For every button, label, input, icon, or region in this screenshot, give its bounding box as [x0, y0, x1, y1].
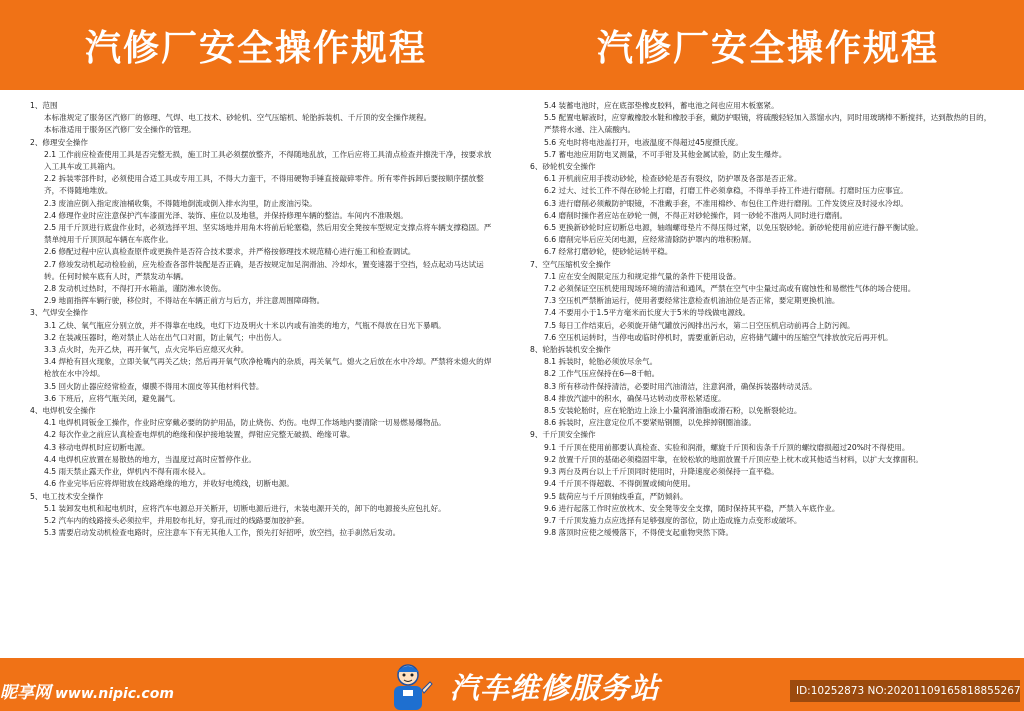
left-rule-item: 2.9 地面指挥车辆行驶，移位时，不得站在车辆正前方与后方，并注意周围障碍物。 — [44, 296, 325, 306]
right-rule-item: 9.4 千斤顶不得超载、不得倒置或倾向使用。 — [544, 479, 696, 489]
image-id-label: ID:10252873 NO:20201109165818855267 — [790, 680, 1020, 702]
left-section-heading: 2、修理安全操作 — [30, 137, 88, 147]
right-rule-item: 9.2 放置千斤顶的基础必须稳固牢靠，在较松软的地面放置千斤顶应垫上枕木或其他适当材料，以扩大支撑面积。 — [544, 454, 923, 464]
left-section-heading: 4、电焊机安全操作 — [30, 406, 96, 416]
right-rule-item: 6.5 更换新砂轮时应切断总电源，轴端螺母垫片不得压得过紧，以免压裂砂轮。新砂轮使用前应进行静平衡试验。 — [544, 223, 923, 233]
left-rule-item: 5.1 装卸发电机和起电机时，应将汽车电源总开关断开，切断电源后进行，未装电源开关的，卸下的电源接头应包扎好。 — [44, 503, 446, 513]
right-rule-item: 6.7 经常打磨砂轮，使砂轮运转平稳。 — [544, 247, 673, 257]
right-rule-item: 8.2 工作气压应保持在6—8千帕。 — [544, 369, 660, 379]
left-rule-item: 2.1 工作前应检查使用工具是否完整无损，施工时工具必须摆放整齐，不得随地乱放，工作后应将工具清点检查并擦洗干净，按要求放入工具车或工具箱内。 — [44, 149, 492, 172]
left-rule-item: 4.5 雨天禁止露天作业，焊机内不得有雨水侵入。 — [44, 467, 211, 477]
left-rule-item: 3.6 下班后，应将气瓶关闭，避免漏气。 — [44, 393, 180, 403]
right-rule-item: 5.4 装蓄电池时，应在底部垫橡皮胶料，蓄电池之间也应用木板塞紧。 — [544, 101, 779, 110]
left-rule-item: 2.8 发动机过热时，不得打开水箱盖，谨防沸水烫伤。 — [44, 284, 226, 294]
left-rule-item: 3.2 在装减压器时，绝对禁止人站在出气口对面，防止氧气；中出伤人。 — [44, 332, 287, 342]
left-section-heading: 5、电工技术安全操作 — [30, 491, 104, 501]
right-rule-item: 8.3 所有移动件保持清洁，必要时用汽油清洁，注意润滑，确保拆装器转动灵活。 — [544, 381, 817, 391]
page-title-left: 汽修厂安全操作规程 — [84, 27, 427, 69]
header-banner — [0, 0, 1024, 90]
left-rule-item: 5.2 汽车内的线路接头必须拉牢，并用胶布扎好，穿孔而过的线路要加胶护套。 — [44, 515, 310, 525]
left-rule-item: 3.1 乙炔、氧气瓶应分别立放，并不得靠在电线，电灯下边及明火十米以内或有油类的地方，气瓶不得放在日光下暴晒。 — [44, 320, 446, 330]
right-rule-item: 9.1 千斤顶在使用前都要认真检查、实验和润滑，螺旋千斤顶和齿条千斤顶的螺纹磨损超过20%时不得使用。 — [544, 442, 910, 452]
left-rule-item: 5.3 需要启动发动机检查电路时，应注意车下有无其他人工作，预先打好招呼，放空挡，拉手刹然后发动。 — [44, 528, 401, 538]
right-rule-item: 7.5 每日工作结束后，必须旋开储气罐放污阀排出污水，第二日空压机启动前再合上防污阀。 — [544, 320, 855, 330]
right-rule-item: 8.4 排放汽滤中的积水，确保马达转动皮带松紧适度。 — [544, 393, 726, 403]
left-rule-item: 4.2 每次作业之前应认真检查电焊机的绝缘和保护接地装置，焊钳应完整无破损、绝缘可靠。 — [44, 430, 355, 440]
mechanic-mascot-icon — [384, 660, 434, 711]
left-section-heading: 3、气焊安全操作 — [30, 308, 88, 318]
right-rule-item: 9.7 千斤顶发施力点应选择有足够强度的部位，防止造成施力点变形或破坏。 — [544, 515, 802, 525]
right-rule-item: 8.5 安装轮胎时，应在轮胎边上涂上小量润滑油脂或滑石粉，以免断裂轮边。 — [544, 406, 802, 416]
watermark-site: www.nipic.com — [55, 686, 174, 702]
right-rule-item: 9.5 载荷应与千斤顶轴线垂直，严防倾斜。 — [544, 491, 688, 501]
left-rule-item: 2.3 废油应倒入指定废油桶收集，不得随地倒流或倒入排水沟里，防止废油污染。 — [44, 198, 317, 208]
right-rule-item: 6.6 磨削完毕后应关闭电源，应经常清除防护罩内的堆积粉屑。 — [544, 235, 756, 245]
right-rule-item: 5.5 配置电解液时，应穿戴橡胶水鞋和橡胶手套，戴防护眼镜，将硫酸轻轻加入蒸馏水内，同时用玻璃棒不断搅拌，达到散热的目的，严禁将水递、注入硫酸内。 — [544, 113, 992, 135]
left-rule-item: 4.4 电焊机应放置在易散热的地方，当温度过高时应暂停作业。 — [44, 454, 256, 464]
right-rule-item: 6.2 过大、过长工件不得在砂轮上打磨，打磨工件必须拿稳，不得单手持工件进行磨削。打磨时压力应事宜。 — [544, 186, 908, 196]
right-rule-item: 8.6 拆装时，应注意定位爪不要紧贴钢圈，以免摔掉钢圈油漆。 — [544, 418, 756, 428]
right-rule-item: 7.2 必须保证空压机使用现场环境的清洁和通风，严禁在空气中尘量过高或有腐蚀性和易燃性气体的场合使用。 — [544, 284, 916, 294]
left-rule-item: 本标准适用于服务区汽修厂安全操作的管理。 — [44, 125, 196, 135]
left-rule-item: 3.4 焊枪有回火现象，立即关氧气再关乙炔；然后再开氧气吹净枪嘴内的杂质，再关氧气。熄火之后放在水中冷却。严禁将未熄火的焊枪放在水中冷却。 — [44, 357, 492, 379]
right-section-heading: 9、千斤顶安全操作 — [530, 430, 596, 440]
left-rule-item: 2.7 修竣发动机起动检验前，应先检查各部件装配是否正确，是否按规定加足润滑油、冷却水，置变速器于空挡，轻点起动马达试运转。任何时候车底有人时，严禁发动车辆。 — [44, 259, 484, 281]
left-section-heading: 1、范围 — [30, 101, 58, 110]
right-rule-item: 7.6 空压机运转时，当停电或临时停机时，需要重新启动，应将储气罐中的压缩空气排放放完后再开机。 — [544, 332, 893, 342]
left-rule-item: 3.3 点火时，先开乙炔，再开氧气，点火完毕后应熄灭火种。 — [44, 345, 249, 355]
left-rule-item: 2.6 修配过程中应认真检查原件或更换件是否符合技术要求，并严格按修理技术规范精心进行施工和检查调试。 — [44, 247, 416, 257]
footer-slogan: 汽车维修服务站 — [450, 671, 661, 705]
right-rule-item: 6.1 开机前应用手拨动砂轮，检查砂轮是否有裂纹，防护罩及各部是否正常。 — [544, 174, 802, 184]
right-rule-item: 7.3 空压机严禁断油运行，使用者要经常注意检查机油油位是否正常，要定期更换机油。 — [544, 296, 840, 306]
right-rule-item: 7.4 不要用小于1.5平方毫米而长度大于5米的导线做电源线。 — [544, 308, 751, 318]
left-rule-item: 2.2 拆装零部件时，必须使用合适工具或专用工具，不得大力蛮干，不得用硬物手锤直接敲碎零件。所有零件拆卸后要按顺序摆放整齐，不得随地堆放。 — [44, 174, 484, 196]
watermark-brand: 昵享网 — [0, 683, 51, 703]
left-rule-item: 4.6 作业完毕后应将焊钳放在线路绝缘的地方，并收好电缆线，切断电源。 — [44, 479, 294, 489]
content-column-left — [30, 100, 496, 656]
watermark-logo — [0, 678, 174, 706]
right-rule-item: 5.6 充电时将电池盖打开，电液温度不得超过45度摄氏度。 — [544, 137, 743, 147]
right-rule-item: 9.3 两台及两台以上千斤顶同时使用时，升降速度必须保持一直平稳。 — [544, 467, 779, 477]
left-rule-item: 2.5 用千斤顶进行底盘作业时，必须选择平坦、坚实场地并用角木将前后轮塞稳，然后用安全凳按车型规定支撑点将车辆支撑稳固。严禁单纯用千斤顶顶起车辆在车底作业。 — [44, 223, 492, 245]
right-rule-item: 7.1 应在安全阀限定压力和规定排气量的条件下使用设备。 — [544, 271, 741, 281]
right-section-heading: 7、空气压缩机安全操作 — [530, 259, 611, 269]
right-rule-item: 9.6 进行起落工作时应放枕木、安全凳等安全支撑，随时保持其平稳，严禁入车底作业。 — [544, 503, 840, 513]
right-rule-item: 8.1 拆装时，轮胎必须放尽余气。 — [544, 357, 658, 367]
right-rule-item: 6.4 磨削时操作者应站在砂轮一侧，不得正对砂轮操作，同一砂轮不准两人同时进行磨削。 — [544, 210, 848, 220]
right-rule-item: 6.3 进行磨削必须戴防护眼镜，不准戴手套，不准用棉纱、布包住工件进行磨削。工件发烫应及时浸水冷却。 — [544, 198, 908, 208]
left-rule-item: 本标准规定了服务区汽修厂的修理、气焊、电工技术、砂轮机、空气压缩机、轮胎拆装机、千斤顶的安全操作规程。 — [44, 113, 432, 123]
page-title-right: 汽修厂安全操作规程 — [596, 27, 939, 69]
left-rule-item: 4.1 电焊机同钣金工操作，作业时应穿戴必要的防护用品，防止烧伤、灼伤。电焊工作场地内要清除一切易燃易爆物品。 — [44, 418, 446, 428]
right-section-heading: 6、砂轮机安全操作 — [530, 162, 596, 172]
left-rule-item: 4.3 移动电焊机时应切断电源。 — [44, 442, 150, 452]
left-rule-item: 3.5 回火防止器应经常检查，爆膜不得用木面皮等其他材料代替。 — [44, 381, 264, 391]
right-section-heading: 8、轮胎拆装机安全操作 — [530, 345, 611, 355]
right-rule-item: 9.8 落顶时应使之缓慢落下，不得使支起重物突然下降。 — [544, 528, 734, 538]
content-column-right — [530, 100, 998, 656]
right-rule-item: 5.7 蓄电池应用防电叉测量，不可手钳及其他金属试验，防止发生爆炸。 — [544, 149, 787, 159]
left-rule-item: 2.4 修理作业时应注意保护汽车漆面光泽、装饰、座位以及地毯，并保持修理车辆的整洁。车间内不准吸烟。 — [44, 210, 408, 220]
